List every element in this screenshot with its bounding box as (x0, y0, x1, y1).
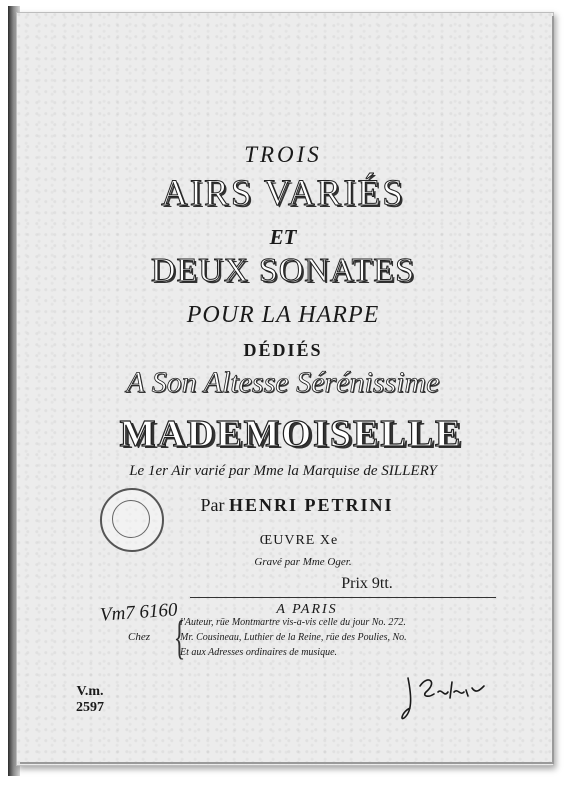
title-line-dedies: DÉDIÉS (243, 340, 323, 360)
call-number-line-1: V.m. (76, 684, 104, 699)
publisher-city: A PARIS (276, 602, 338, 617)
library-stamp (100, 488, 164, 552)
first-air-note: Le 1er Air varié par Mme la Marquise de SILLERY (129, 463, 437, 479)
call-number (76, 684, 104, 716)
crown-emblem (112, 500, 150, 538)
engraver-credit: Gravé par Mme Oger. (254, 556, 352, 568)
opus-number: ŒUVRE Xe (259, 533, 339, 548)
publisher-address-2: Mr. Cousineau, Luthier de la Reine, rüe des Poulies, No. (180, 632, 407, 643)
shelfmark: Vm7 6160 (99, 599, 179, 626)
chez-label: Chez (128, 631, 150, 643)
dedication-line: A Son Altesse Sérénissime (126, 366, 440, 399)
divider-rule (190, 597, 496, 598)
composer-prefix: Par (200, 495, 225, 515)
title-line-airs-varies: AIRS VARIÉS (161, 173, 405, 214)
composer-line (14, 495, 566, 516)
title-line-deux-sonates: DEUX SONATES (150, 252, 416, 289)
publisher-address-3: Et aux Adresses ordinaires de musique. (180, 647, 338, 658)
call-number-line-2: 2597 (76, 700, 104, 715)
price: Prix 9tt. (341, 575, 393, 592)
publisher-address-1: l'Auteur, rüe Montmartre vis-a-vis celle du jour No. 272. (180, 617, 406, 628)
composer-name: HENRI PETRINI (228, 495, 394, 515)
title-line-pour-la-harpe: POUR LA HARPE (186, 302, 380, 328)
composer-signature (398, 668, 488, 724)
title-line-et: ET (269, 225, 297, 249)
brace-glyph: { (173, 611, 186, 664)
title-line-trois: TROIS (244, 142, 322, 167)
dedicatee-name: MADEMOISELLE (119, 413, 463, 455)
